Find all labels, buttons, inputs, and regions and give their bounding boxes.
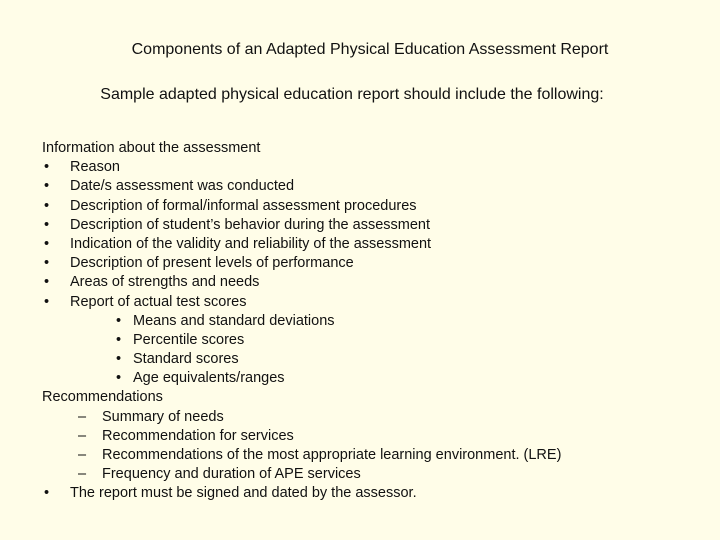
- bullet-icon: •: [116, 351, 122, 368]
- list-item-text: Report of actual test scores: [70, 293, 247, 310]
- page-subtitle: Sample adapted physical education report should include the following:: [100, 86, 604, 103]
- bullet-icon: •: [116, 370, 122, 387]
- list-item-text: Recommendations: [42, 389, 163, 406]
- list-item-text: Standard scores: [133, 351, 239, 368]
- page-title: Components of an Adapted Physical Education Assessment Report: [131, 41, 609, 58]
- bullet-icon: •: [116, 331, 122, 348]
- list-item-text: Indication of the validity and reliability of the assessment: [70, 235, 432, 252]
- dash-icon: –: [78, 427, 87, 444]
- list-item-text: Age equivalents/ranges: [133, 370, 285, 387]
- bullet-icon: •: [44, 293, 50, 310]
- list-item-text: Summary of needs: [102, 408, 224, 425]
- list-item-text: Frequency and duration of APE services: [102, 466, 361, 483]
- dash-icon: –: [78, 466, 87, 483]
- dash-icon: –: [78, 447, 87, 463]
- list-item-text: Means and standard deviations: [133, 312, 335, 329]
- bullet-icon: •: [44, 178, 50, 195]
- list-item-text: Reason: [70, 159, 120, 176]
- list-item-text: The report must be signed and dated by the assessor.: [70, 485, 417, 502]
- bullet-icon: •: [44, 235, 50, 252]
- list-item-text: Information about the assessment: [42, 140, 261, 156]
- dash-icon: –: [78, 408, 87, 425]
- bullet-icon: •: [44, 274, 50, 291]
- bullet-icon: •: [44, 485, 50, 502]
- list-item-text: Percentile scores: [133, 331, 245, 348]
- list-item-text: Description of present levels of performance: [70, 255, 354, 272]
- list-item-text: Description of student’s behavior during the assessment: [70, 216, 431, 233]
- bullet-icon: •: [44, 159, 50, 176]
- list-item-text: Date/s assessment was conducted: [70, 178, 295, 195]
- bullet-icon: •: [116, 312, 122, 329]
- bullet-icon: •: [44, 197, 50, 214]
- list-item-text: Description of formal/informal assessment procedures: [70, 197, 417, 214]
- list-item-text: Recommendations of the most appropriate learning environment. (LRE): [102, 447, 562, 463]
- bullet-icon: •: [44, 216, 50, 233]
- list-item-text: Areas of strengths and needs: [70, 274, 260, 291]
- list-item-text: Recommendation for services: [102, 427, 294, 444]
- bullet-icon: •: [44, 255, 50, 272]
